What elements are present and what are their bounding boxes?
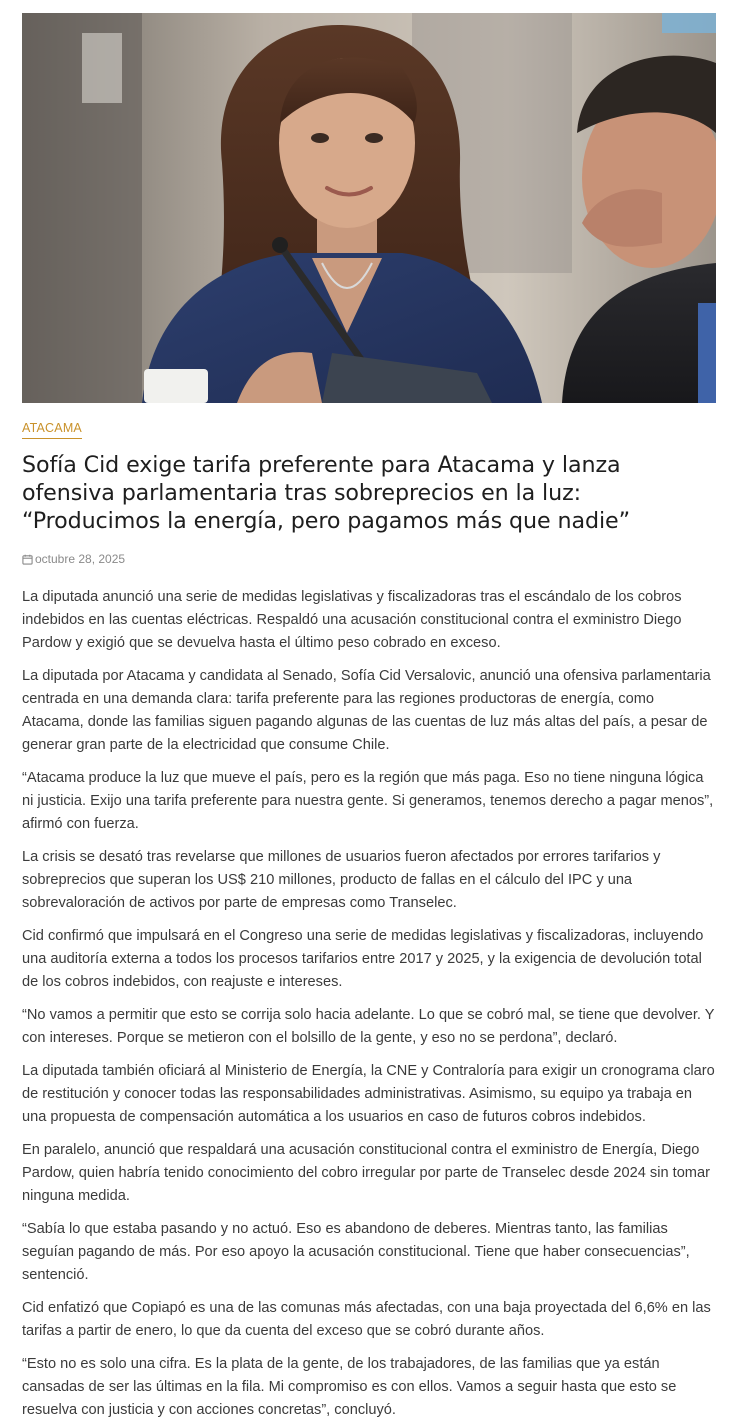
paragraph: La crisis se desató tras revelarse que millones de usuarios fueron afectados por errores tarifarios y sobreprecios que superan los US$ 210 millones, producto de fallas en el cálculo del IPC y una sobrevaloración de activos por parte de empresas como Transelec. (22, 849, 661, 911)
featured-photo-illustration (22, 13, 716, 403)
paragraph: La diputada por Atacama y candidata al Senado, Sofía Cid Versalovic, anunció una ofensiva parlamentaria centrada en una demanda clara: tarifa preferente para las regiones productoras de energía, como Atacama, donde las familias siguen pagando algunas de las cuentas de luz más altas del país, a pesar de generar gran parte de la electricidad que consume Chile. (22, 668, 711, 753)
article-title: Sofía Cid exige tarifa preferente para Atacama y lanza ofensiva parlamentaria tras sobreprecios en la luz: “Producimos la energía, pero pagamos más que nadie” (22, 452, 630, 534)
paragraph: La diputada también oficiará al Ministerio de Energía, la CNE y Contraloría para exigir un cronograma claro de restitución y conocer todas las responsabilidades administrativas. Asimismo, su equipo ya trabaja en una propuesta de compensación automática a los usuarios en caso de futuros cobros indebidos. (22, 1063, 715, 1125)
paragraph: “No vamos a permitir que esto se corrija solo hacia adelante. Lo que se cobró mal, se tiene que devolver. Y con intereses. Porque se metieron con el bolsillo de la gente, y eso no se perdona”, declaró. (22, 1007, 715, 1046)
article-body (22, 586, 716, 1422)
calendar-icon (22, 554, 33, 565)
paragraph: “Esto no es solo una cifra. Es la plata de la gente, de los trabajadores, de las familias que ya están cansadas de ser las últimas en la fila. Mi compromiso es con ellos. Vamos a seguir hasta que esto se resuelva con justicia y con acciones concretas”, concluyó. (22, 1356, 677, 1418)
date-text: octubre 28, 2025 (35, 552, 126, 566)
paragraph: “Atacama produce la luz que mueve el país, pero es la región que más paga. Eso no tiene ninguna lógica ni justicia. Exijo una tarifa preferente para nuestra gente. Si generamos, tenemos derecho a pagar menos”, afirmó con fuerza. (22, 770, 714, 832)
paragraph: Cid confirmó que impulsará en el Congreso una serie de medidas legislativas y fiscalizadoras, incluyendo una auditoría externa a todos los procesos tarifarios entre 2017 y 2025, y la exigencia de devolución total de los cobros indebidos, con reajuste e intereses. (22, 928, 704, 990)
featured-image[interactable] (22, 13, 716, 403)
article (22, 0, 716, 1422)
post-date (22, 551, 716, 567)
category-link[interactable]: ATACAMA (22, 421, 82, 439)
paragraph: En paralelo, anunció que respaldará una acusación constitucional contra el exministro de Energía, Diego Pardow, quien habría tenido conocimiento del cobro irregular por parte de Transelec desde 2024 sin tomar ninguna medida. (22, 1142, 710, 1204)
paragraph: Cid enfatizó que Copiapó es una de las comunas más afectadas, con una baja proyectada del 6,6% en las tarifas a partir de enero, lo que da cuenta del exceso que se cobró durante años. (22, 1300, 711, 1339)
paragraph: “Sabía lo que estaba pasando y no actuó. Eso es abandono de deberes. Mientras tanto, las familias seguían pagando de más. Por eso apoyo la acusación constitucional. Tiene que haber consecuencias”, sentenció. (22, 1221, 690, 1283)
paragraph: La diputada anunció una serie de medidas legislativas y fiscalizadoras tras el escándalo de los cobros indebidos en las cuentas eléctricas. Respaldó una acusación constitucional contra el exministro Diego Pardow y exigió que se devuelva hasta el último peso cobrado en exceso. (22, 589, 682, 651)
